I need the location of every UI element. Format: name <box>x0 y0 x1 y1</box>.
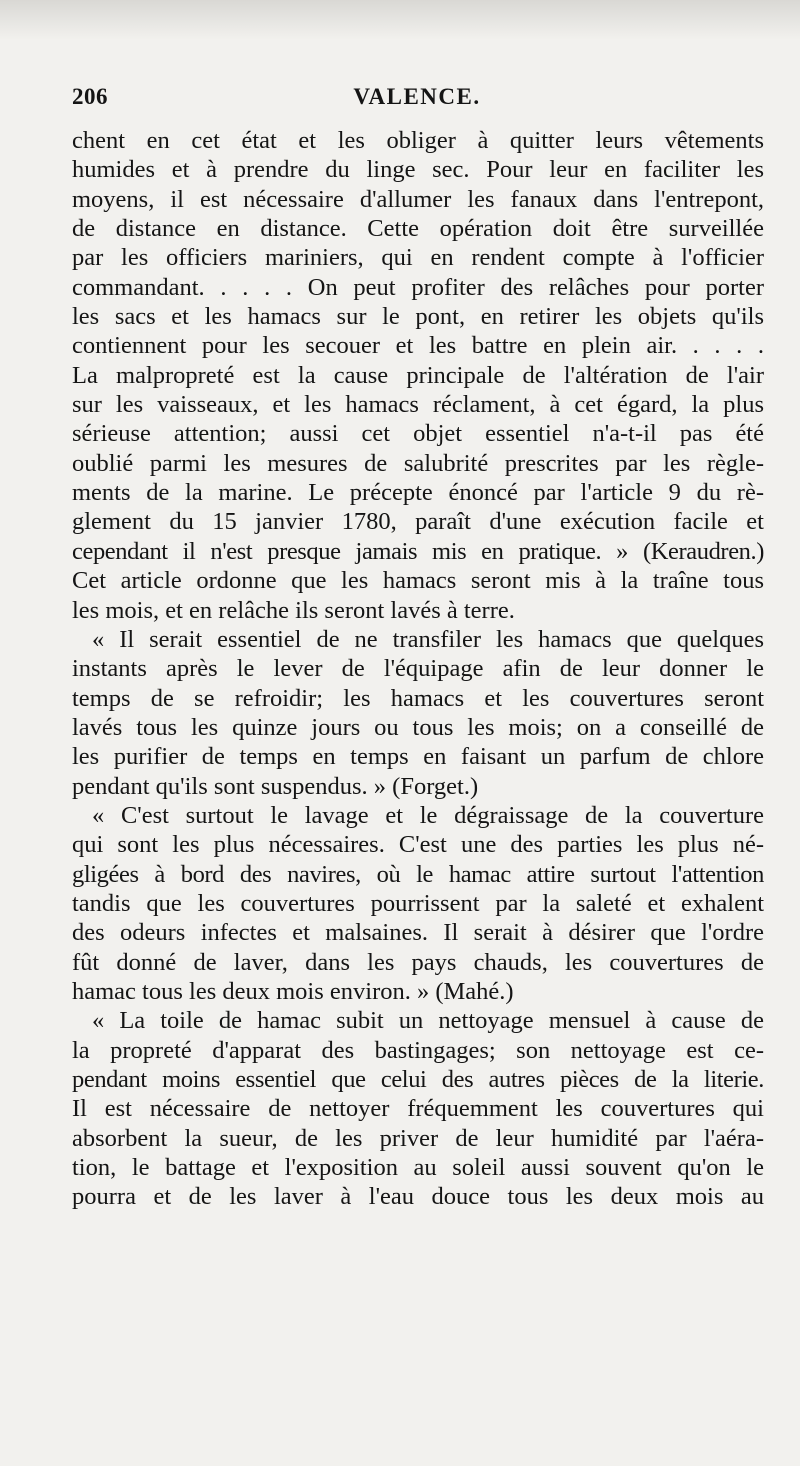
text-line: Il est nécessaire de nettoyer fréquemment les couvertures qui <box>72 1095 764 1123</box>
text-line: lavés tous les quinze jours ou tous les mois; on a conseillé de <box>72 713 764 741</box>
page-header <box>72 84 762 118</box>
text-line: la propreté d'apparat des bastingages; son nettoyage est ce- <box>72 1036 764 1064</box>
text-line: contiennent pour les secouer et les battre en plein air. . . . . <box>72 332 764 360</box>
text-line: ments de la marine. Le précepte énoncé par l'article 9 du rè- <box>72 479 764 507</box>
text-line: « Il serait essentiel de ne transfiler les hamacs que quelques <box>92 625 764 653</box>
body-text <box>72 126 764 1212</box>
text-line: commandant. . . . . On peut profiter des relâches pour porter <box>72 273 764 301</box>
text-line: de distance en distance. Cette opération doit être surveillée <box>72 215 764 243</box>
text-line: qui sont les plus nécessaires. C'est une des parties les plus né- <box>72 831 764 859</box>
text-line: les mois, et en relâche ils seront lavés à terre. <box>72 596 515 624</box>
text-line: des odeurs infectes et malsaines. Il serait à désirer que l'ordre <box>72 919 764 947</box>
text-line: instants après le lever de l'équipage afin de leur donner le <box>72 655 764 683</box>
text-line: temps de se refroidir; les hamacs et les couvertures seront <box>72 684 764 712</box>
page-number: 206 <box>72 84 108 109</box>
text-line: sérieuse attention; aussi cet objet essentiel n'a-t-il pas été <box>72 420 764 448</box>
text-line: oublié parmi les mesures de salubrité prescrites par les règle- <box>72 449 764 477</box>
text-line: gligées à bord des navires, où le hamac attire surtout l'attention <box>72 860 764 888</box>
text-line: La malpropreté est la cause principale de l'altération de l'air <box>72 361 764 389</box>
text-line: hamac tous les deux mois environ. » (Mahé.) <box>72 977 514 1005</box>
text-line: « La toile de hamac subit un nettoyage mensuel à cause de <box>92 1007 764 1035</box>
running-title: VALENCE. <box>353 84 481 109</box>
text-line: « C'est surtout le lavage et le dégraissage de la couverture <box>92 801 764 829</box>
text-line: par les officiers mariniers, qui en rendent compte à l'officier <box>72 244 764 272</box>
text-line: moyens, il est nécessaire d'allumer les fanaux dans l'entrepont, <box>72 185 764 213</box>
text-line: pendant moins essentiel que celui des autres pièces de la literie. <box>72 1066 764 1093</box>
text-line: humides et à prendre du linge sec. Pour leur en faciliter les <box>72 156 764 184</box>
scan-edge <box>0 0 800 40</box>
text-line: fût donné de laver, dans les pays chauds, les couvertures de <box>72 948 764 976</box>
text-line: pourra et de les laver à l'eau douce tous les deux mois au <box>72 1183 764 1211</box>
text-line: sur les vaisseaux, et les hamacs réclament, à cet égard, la plus <box>72 391 764 419</box>
text-line: absorbent la sueur, de les priver de leur humidité par l'aéra- <box>72 1124 764 1152</box>
text-line: chent en cet état et les obliger à quitter leurs vêtements <box>72 127 764 154</box>
text-line: pendant qu'ils sont suspendus. » (Forget.) <box>72 772 479 800</box>
text-line: tion, le battage et l'exposition au soleil aussi souvent qu'on le <box>72 1154 764 1182</box>
text-line: Cet article ordonne que les hamacs seront mis à la traîne tous <box>72 567 764 595</box>
text-line: glement du 15 janvier 1780, paraît d'une exécution facile et <box>72 508 764 536</box>
text-line: cependant il n'est presque jamais mis en pratique. » (Keraudren.) <box>72 537 764 565</box>
text-line: les sacs et les hamacs sur le pont, en retirer les objets qu'ils <box>72 303 764 331</box>
text-line: tandis que les couvertures pourrissent par la saleté et exhalent <box>72 889 764 917</box>
text-line: les purifier de temps en temps en faisant un parfum de chlore <box>72 743 764 771</box>
